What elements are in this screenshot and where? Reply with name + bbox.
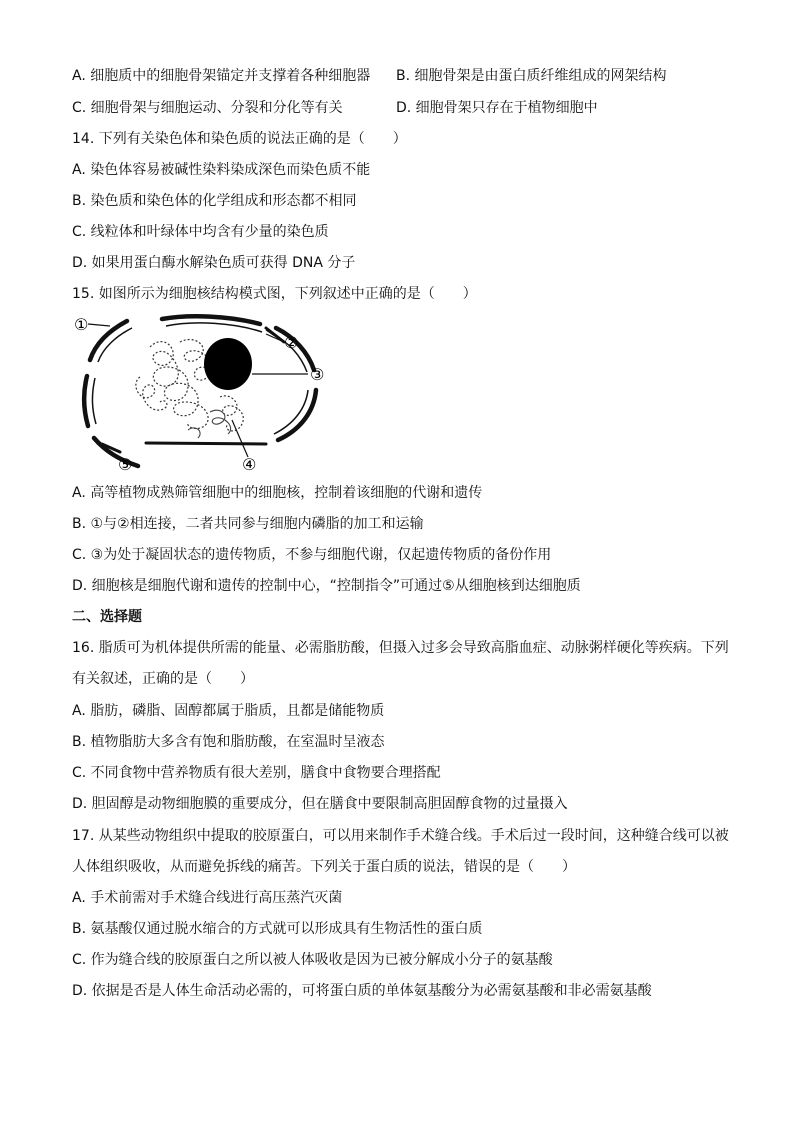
q15-option-a: A. 高等植物成熟筛管细胞中的细胞核，控制着该细胞的代谢和遗传 — [72, 485, 483, 501]
diagram-label-5: ⑤ — [118, 455, 133, 474]
diagram-label-2: ② — [284, 333, 299, 352]
q15-option-b: B. ①与②相连接，二者共同参与细胞内磷脂的加工和运输 — [72, 516, 424, 532]
q17-option-c: C. 作为缝合线的胶原蛋白之所以被人体吸收是因为已被分解成小分子的氨基酸 — [72, 952, 553, 968]
envelope-segment — [90, 321, 127, 360]
chromatin-solid — [188, 410, 231, 438]
q16-option-a: A. 脂肪，磷脂、固醇都属于脂质，且都是储能物质 — [72, 703, 385, 719]
diagram-label-1: ① — [74, 315, 89, 334]
q13-option-a: A. 细胞质中的细胞骨架锚定并支撑着各种细胞器 — [72, 68, 371, 84]
q17-option-b: B. 氨基酸仅通过脱水缩合的方式就可以形成具有生物活性的蛋白质 — [72, 921, 483, 937]
q15-option-d: D. 细胞核是细胞代谢和遗传的控制中心，“控制指令”可通过⑤从细胞核到达细胞质 — [72, 578, 581, 594]
q14-option-a: A. 染色体容易被碱性染料染成深色而染色质不能 — [72, 162, 371, 178]
q16-option-c: C. 不同食物中营养物质有很大差别，膳食中食物要合理搭配 — [72, 765, 441, 781]
q13-option-c: C. 细胞骨架与细胞运动、分裂和分化等有关 — [72, 100, 343, 116]
q13-option-b: B. 细胞骨架是由蛋白质纤维组成的网架结构 — [396, 68, 667, 84]
diagram-label-3: ③ — [310, 365, 325, 384]
q14-stem: 14. 下列有关染色体和染色质的说法正确的是（ ） — [72, 131, 407, 147]
q14-option-d: D. 如果用蛋白酶水解染色质可获得 DNA 分子 — [72, 255, 356, 271]
envelope-segment — [146, 443, 266, 444]
q16-stem-line1: 16. 脂质可为机体提供所需的能量、必需脂肪酸，但摄入过多会导致高脂血症、动脉粥样硬化等疾病。下列 — [72, 640, 729, 656]
q16-stem-line2: 有关叙述，正确的是（ ） — [72, 671, 254, 687]
q15-option-c: C. ③为处于凝固状态的遗传物质，不参与细胞代谢，仅起遗传物质的备份作用 — [72, 547, 552, 563]
q17-option-a: A. 手术前需对手术缝合线进行高压蒸汽灭菌 — [72, 890, 343, 906]
nucleolus — [204, 338, 252, 390]
q16-option-d: D. 胆固醇是动物细胞膜的重要成分，但在膳食中要限制高胆固醇食物的过量摄入 — [72, 796, 568, 812]
q16-option-b: B. 植物脂肪大多含有饱和脂肪酸，在室温时呈液态 — [72, 734, 385, 750]
q13-option-d: D. 细胞骨架只存在于植物细胞中 — [396, 100, 598, 116]
q14-option-c: C. 线粒体和叶绿体中均含有少量的染色质 — [72, 224, 329, 240]
q14-option-b: B. 染色质和染色体的化学组成和形态都不相同 — [72, 193, 357, 209]
q17-stem-line2: 人体组织吸收，从而避免拆线的痛苦。下列关于蛋白质的说法，错误的是（ ） — [72, 859, 576, 875]
q15-stem: 15. 如图所示为细胞核结构模式图，下列叙述中正确的是（ ） — [72, 286, 477, 302]
diagram-label-4: ④ — [242, 455, 257, 474]
envelope-segment — [84, 376, 88, 426]
q17-stem-line1: 17. 从某些动物组织中提取的胶原蛋白，可以用来制作手术缝合线。手术后过一段时间，这种缝合线可以被 — [72, 828, 729, 844]
nucleus-structure-diagram — [70, 312, 350, 477]
q17-option-d: D. 依据是否是人体生命活动必需的，可将蛋白质的单体氨基酸分为必需氨基酸和非必需氨基酸 — [72, 983, 652, 999]
section-heading: 二、选择题 — [72, 609, 142, 625]
